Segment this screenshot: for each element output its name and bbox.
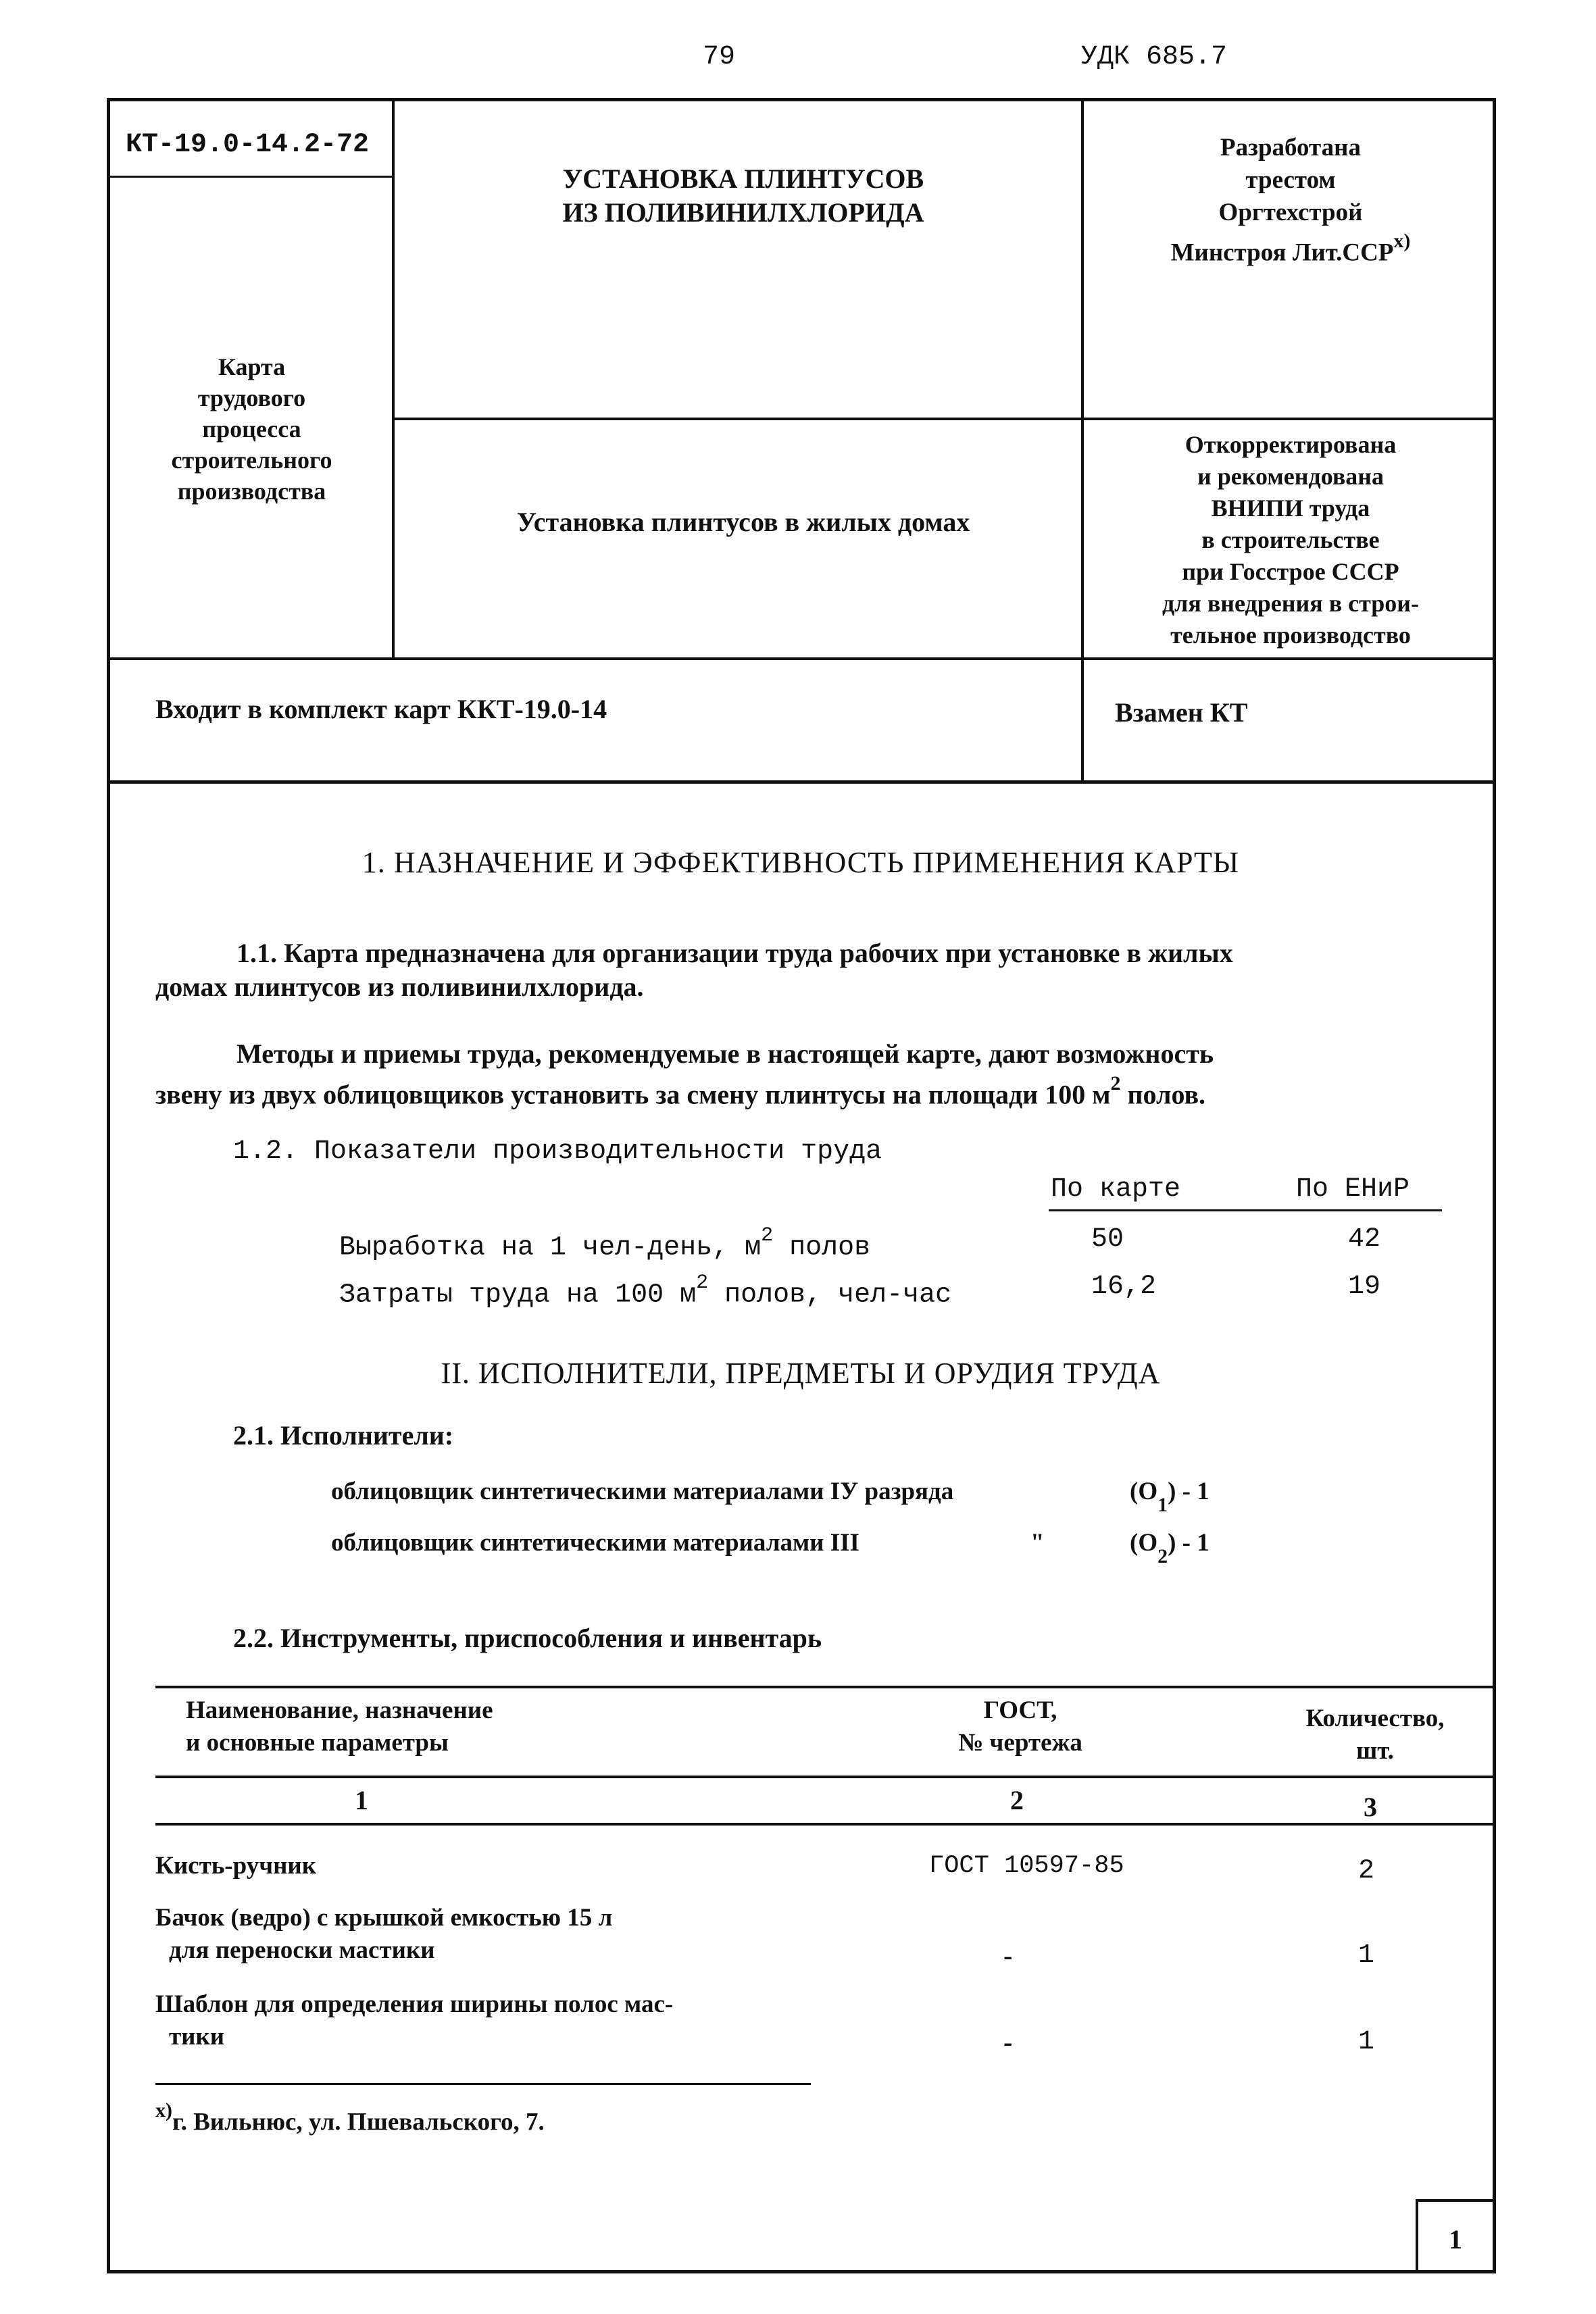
corrected-line: при Госстрое СССР (1182, 558, 1399, 585)
col-card-header: По карте (1051, 1174, 1181, 1205)
performer-code: (О (1130, 1529, 1158, 1557)
indicator-label: Выработка на 1 чел-день, м (339, 1232, 762, 1263)
subtitle: Установка плинтусов в жилых домах (516, 507, 970, 537)
th-gost (878, 1694, 1162, 1759)
page-right-border (1493, 98, 1496, 2273)
corrected-line: ВНИПИ труда (1211, 495, 1370, 522)
corrected-line: тельное производство (1170, 622, 1411, 649)
corrected-line: для внедрения в строи- (1162, 590, 1420, 617)
tool-name-line1: Бачок (ведро) с крышкой емкостью 15 л (155, 1904, 613, 1932)
header-vline-1 (392, 98, 395, 659)
page-bottom-border (107, 2270, 1496, 2273)
corrected-line: Откорректирована (1184, 431, 1397, 458)
card-code: КТ-19.0-14.2-72 (126, 130, 370, 160)
th-name-line1: Наименование, назначение (186, 1696, 493, 1724)
th-qty-line1: Количество, (1305, 1705, 1445, 1732)
header-vline-2 (1081, 98, 1084, 784)
th-name-line2: и основные параметры (186, 1729, 449, 1757)
col-number-2: 2 (1010, 1785, 1024, 1815)
developed-line: Оргтехстрой (1218, 199, 1363, 226)
top-page-number: 79 (703, 42, 736, 72)
code-underline (107, 176, 393, 178)
col-enir-header: По ЕНиР (1296, 1174, 1410, 1205)
indicator-row-output (339, 1223, 870, 1265)
table-number-line (155, 1823, 1495, 1826)
tool-row-qty: 1 (1358, 1940, 1375, 1971)
tool-row-gost: ГОСТ 10597-85 (929, 1852, 1124, 1880)
performer-end: ) - 1 (1168, 1478, 1210, 1505)
indicator-enir-value: 19 (1348, 1272, 1381, 1302)
main-title-line2: ИЗ ПОЛИВИНИЛХЛОРИДА (562, 197, 924, 228)
page-left-border (107, 98, 110, 2273)
footnote-marker: x) (155, 2099, 172, 2121)
indicator-sup: 2 (761, 1224, 774, 1247)
performer-2 (331, 1527, 859, 1559)
p2-line1: Методы и приемы труда, рекомендуемые в настоящей карте, дают возможность (236, 1038, 1214, 1069)
replaces: Взамен КТ (1115, 697, 1248, 728)
performer-2-code (1130, 1527, 1210, 1566)
p2-sup: 2 (1110, 1072, 1121, 1095)
tool-name-line2: тики (169, 2023, 225, 2051)
tool-row-gost: - (1003, 1940, 1013, 1971)
tool-row-name (155, 1902, 612, 1967)
indicator-label: Затраты труда на 100 м (339, 1280, 697, 1311)
th-gost-line1: ГОСТ, (983, 1696, 1057, 1724)
performer-text: облицовщик синтетическими материалами IУ разряда (331, 1478, 954, 1505)
performer-2-ditto: " (1030, 1529, 1045, 1557)
indicators-title: 1.2. Показатели производительности труда (233, 1136, 882, 1167)
col-number-3: 3 (1364, 1792, 1377, 1822)
corrected-line: в строительстве (1201, 526, 1380, 553)
table-top-line (155, 1686, 1495, 1688)
page-number: 1 (1449, 2224, 1462, 2255)
tool-name-line2: для переноски мастики (169, 1936, 435, 1964)
th-qty-line2: шт. (1356, 1737, 1394, 1765)
developed-line: Разработана (1220, 134, 1362, 161)
card-set: Входит в комплект карт ККТ-19.0-14 (155, 694, 607, 724)
header-bottom-line (107, 780, 1495, 784)
main-title (405, 162, 1081, 230)
table-header-line (155, 1776, 1495, 1778)
corrected-line: и рекомендована (1197, 463, 1385, 490)
card-type-line: процесса (202, 416, 301, 443)
card-type-line: Карта (218, 353, 286, 380)
th-qty (1260, 1703, 1490, 1767)
corrected-block (1088, 429, 1493, 651)
indicator-card-value: 16,2 (1091, 1272, 1157, 1302)
p1-line1: 1.1. Карта предназначена для организации труда рабочих при установке в жилых (236, 938, 1233, 968)
th-gost-line2: № чертежа (958, 1729, 1082, 1757)
indicator-card-value: 50 (1091, 1224, 1124, 1255)
developed-block (1088, 132, 1493, 269)
section2-title: II. ИСПОЛНИТЕЛИ, ПРЕДМЕТЫ И ОРУДИЯ ТРУДА (441, 1357, 1161, 1390)
performers-title: 2.1. Исполнители: (233, 1420, 454, 1451)
footnote-separator (155, 2083, 811, 2085)
tools-title: 2.2. Инструменты, приспособления и инвентарь (233, 1623, 822, 1653)
card-type-line: производства (177, 478, 326, 505)
p2-end: полов. (1120, 1079, 1206, 1110)
developed-ministry: Минстроя Лит.ССР (1170, 238, 1394, 267)
col-number-1: 1 (355, 1785, 368, 1815)
performer-end: ) - 1 (1168, 1529, 1210, 1557)
indicators-header-underline (1049, 1209, 1442, 1211)
footnote-mark: x) (1393, 230, 1411, 252)
th-name (186, 1694, 493, 1759)
main-title-line1: УСТАНОВКА ПЛИНТУСОВ (562, 164, 924, 194)
p1-line2: домах плинтусов из поливинилхлорида. (155, 972, 644, 1002)
performer-1-code (1130, 1476, 1210, 1515)
performer-code: (О (1130, 1478, 1158, 1505)
indicator-row-costs (339, 1270, 951, 1312)
page-box-top (1416, 2199, 1495, 2202)
card-type-line: строительного (171, 447, 332, 474)
udk-code: УДК 685.7 (1081, 42, 1228, 72)
performer-sub: 1 (1157, 1494, 1168, 1517)
p2-line2 (155, 1071, 1493, 1111)
performer-text: облицовщик синтетическими материалами III (331, 1529, 859, 1557)
tool-row-qty: 1 (1358, 2027, 1375, 2057)
indicator-sup: 2 (696, 1272, 709, 1294)
header-row-line (107, 657, 1495, 660)
card-type-block (115, 351, 389, 507)
indicator-label-end: полов, чел-час (708, 1280, 952, 1311)
section1-p2 (155, 1037, 1493, 1111)
header-mid-line (392, 418, 1495, 420)
indicator-label-end: полов (773, 1232, 871, 1263)
tool-row-name (155, 1988, 673, 2053)
section1-p1 (155, 936, 1480, 1004)
header-top-border (107, 98, 1496, 101)
section1-title: 1. НАЗНАЧЕНИЕ И ЭФФЕКТИВНОСТЬ ПРИМЕНЕНИЯ КАРТЫ (361, 846, 1240, 879)
developed-line (1088, 229, 1493, 269)
footnote (155, 2098, 545, 2138)
performer-1 (331, 1476, 953, 1508)
tool-row-qty: 2 (1358, 1856, 1375, 1886)
tool-name-line1: Шаблон для определения ширины полос мас- (155, 1990, 674, 2018)
footnote-text: г. Вильнюс, ул. Пшевальского, 7. (172, 2108, 545, 2136)
tool-row-gost: - (1003, 2027, 1013, 2057)
card-type-line: трудового (197, 384, 306, 411)
developed-line: трестом (1245, 166, 1336, 194)
indicator-enir-value: 42 (1348, 1224, 1381, 1255)
performer-sub: 2 (1157, 1545, 1168, 1568)
p2-line2-text: звену из двух облицовщиков установить за смену плинтусы на площади 100 м (155, 1079, 1111, 1110)
tool-row-name: Кисть-ручник (155, 1852, 317, 1880)
